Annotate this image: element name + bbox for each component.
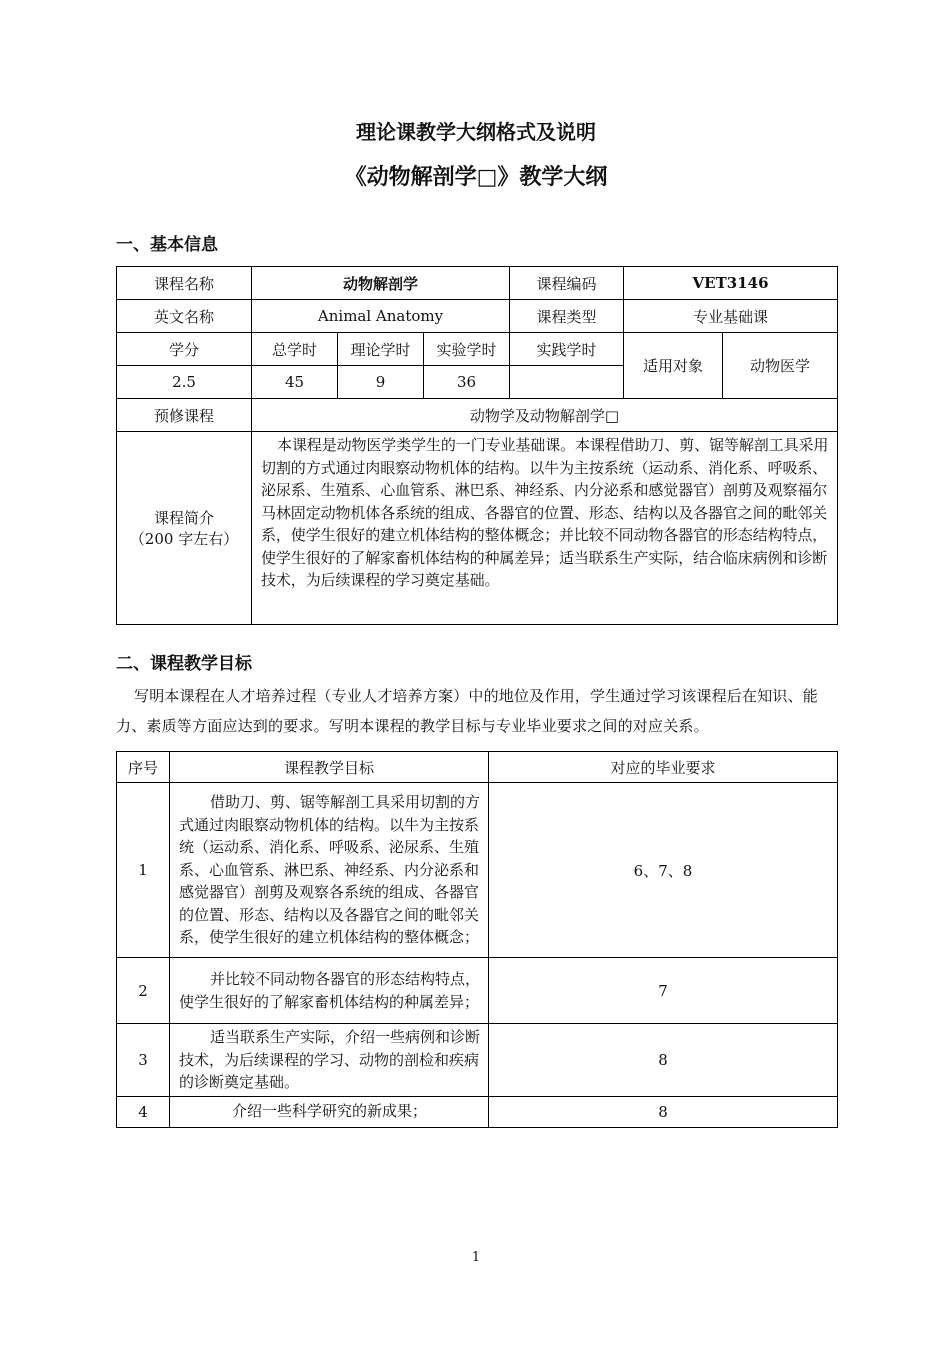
value-audience: 动物医学 bbox=[723, 333, 838, 399]
goals-header-goal: 课程教学目标 bbox=[170, 752, 489, 783]
section-heading-basic-info: 一、基本信息 bbox=[116, 235, 218, 255]
table-row bbox=[117, 783, 838, 958]
value-intro: 本课程是动物医学类学生的一门专业基础课。本课程借助刀、剪、锯等解剖工具采用切割的方式通过肉眼察动物机体的结构。以牛为主按系统（运动系、消化系、呼吸系、泌尿系、生殖系、心血管系、淋巴系、神经系、内分泌系和感觉器官）剖剪及观察福尔马林固定动物机体各系统的组成、各器官的位置、形态、结构以及各器官之间的毗邻关系，使学生很好的建立机体结构的整体概念；并比较不同动物各器官的形态结构特点，使学生很好的了解家畜机体结构的种属差异；适当联系生产实际，结合临床病例和诊断技术，为后续课程的学习奠定基础。 bbox=[252, 432, 838, 625]
goal-row-req: 6、7、8 bbox=[489, 783, 838, 958]
goals-intro-paragraph: 写明本课程在人才培养过程（专业人才培养方案）中的地位及作用，学生通过学习该课程后在知识、能力、素质等方面应达到的要求。写明本课程的教学目标与专业毕业要求之间的对应关系。 bbox=[116, 687, 819, 735]
goal-row-text: 借助刀、剪、锯等解剖工具采用切割的方式通过肉眼察动物机体的结构。以牛为主按系统（运动系、消化系、呼吸系、泌尿系、生殖系、心血管系、淋巴系、神经系、内分泌系和感觉器官）剖剪及观察各系统的组成、各器官的位置、形态、结构以及各器官之间的毗邻关系，使学生很好的建立机体结构的整体概念； bbox=[170, 783, 489, 958]
label-course-code: 课程编码 bbox=[510, 267, 624, 300]
goal-row-req: 7 bbox=[489, 958, 838, 1024]
label-practice-hours: 实践学时 bbox=[510, 333, 624, 366]
value-course-name: 动物解剖学 bbox=[252, 267, 510, 300]
section-heading-goals: 二、课程教学目标 bbox=[116, 654, 252, 674]
goal-row-no: 3 bbox=[117, 1024, 170, 1097]
page-number: 1 bbox=[471, 1250, 481, 1265]
value-total-hours: 45 bbox=[252, 366, 338, 399]
goal-row-text: 适当联系生产实际，介绍一些病例和诊断技术，为后续课程的学习、动物的剖检和疾病的诊断奠定基础。 bbox=[170, 1024, 489, 1097]
value-english-name: Animal Anatomy bbox=[252, 300, 510, 333]
goal-row-req: 8 bbox=[489, 1024, 838, 1097]
label-intro-cell bbox=[117, 432, 252, 625]
value-credits: 2.5 bbox=[117, 366, 252, 399]
value-practice-hours bbox=[510, 366, 624, 399]
goals-header-req: 对应的毕业要求 bbox=[489, 752, 838, 783]
document-title: 理论课教学大纲格式及说明 bbox=[356, 120, 596, 144]
label-total-hours: 总学时 bbox=[252, 333, 338, 366]
label-intro-note: （200 字左右） bbox=[129, 530, 239, 548]
goal-row-text: 介绍一些科学研究的新成果； bbox=[170, 1096, 489, 1127]
course-syllabus-title: 《动物解剖学□》教学大纲 bbox=[344, 165, 608, 190]
label-english-name: 英文名称 bbox=[117, 300, 252, 333]
label-theory-hours: 理论学时 bbox=[338, 333, 424, 366]
basic-info-table bbox=[116, 266, 838, 625]
value-prereq: 动物学及动物解剖学□ bbox=[252, 399, 838, 432]
label-course-name: 课程名称 bbox=[117, 267, 252, 300]
value-course-type: 专业基础课 bbox=[624, 300, 838, 333]
label-credits: 学分 bbox=[117, 333, 252, 366]
table-row bbox=[117, 958, 838, 1024]
goals-table bbox=[116, 751, 838, 1128]
goal-row-no: 1 bbox=[117, 783, 170, 958]
goals-header-no: 序号 bbox=[117, 752, 170, 783]
goal-row-no: 2 bbox=[117, 958, 170, 1024]
table-row bbox=[117, 1024, 838, 1097]
table-row bbox=[117, 1096, 838, 1127]
value-lab-hours: 36 bbox=[424, 366, 510, 399]
goal-row-req: 8 bbox=[489, 1096, 838, 1127]
label-prereq: 预修课程 bbox=[117, 399, 252, 432]
goal-row-no: 4 bbox=[117, 1096, 170, 1127]
label-course-type: 课程类型 bbox=[510, 300, 624, 333]
goal-row-text: 并比较不同动物各器官的形态结构特点，使学生很好的了解家畜机体结构的种属差异； bbox=[170, 958, 489, 1024]
value-theory-hours: 9 bbox=[338, 366, 424, 399]
label-lab-hours: 实验学时 bbox=[424, 333, 510, 366]
label-intro: 课程简介 bbox=[153, 509, 214, 527]
value-course-code: VET3146 bbox=[624, 267, 838, 300]
label-audience: 适用对象 bbox=[624, 333, 723, 399]
